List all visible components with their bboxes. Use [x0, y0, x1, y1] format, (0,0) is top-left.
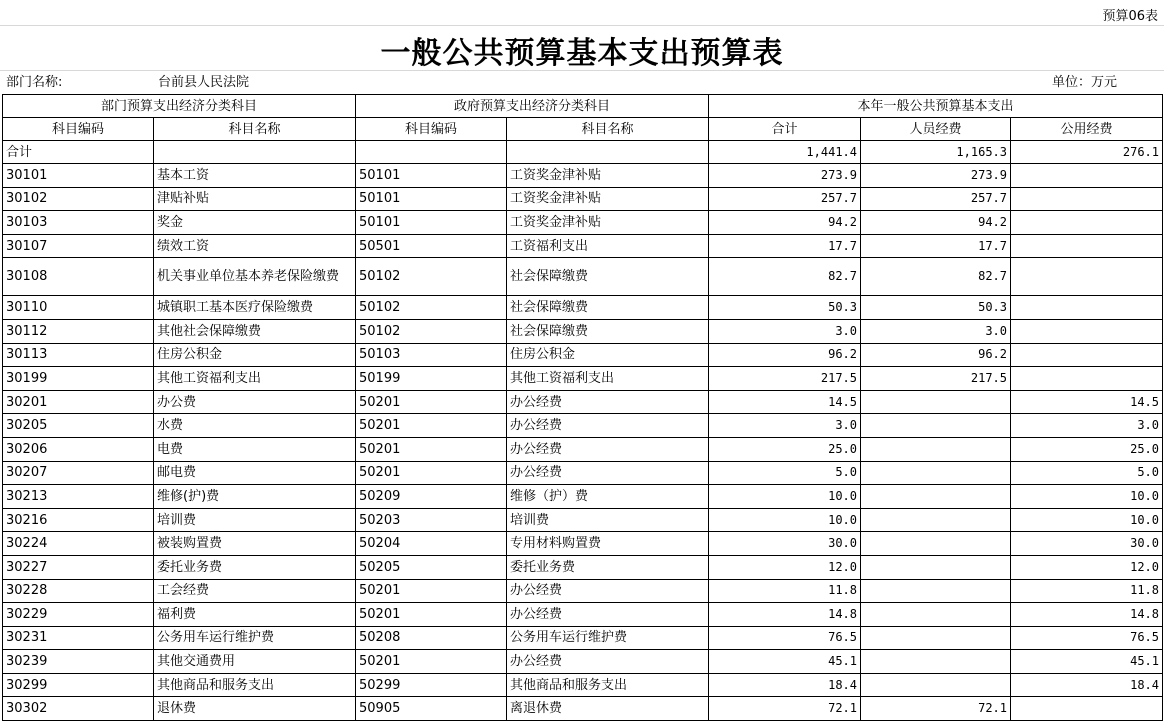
table-row: [3, 390, 1163, 414]
gov-name-cell: 办公经费: [507, 650, 709, 674]
personnel-cell: [861, 650, 1011, 674]
name-cell: 机关事业单位基本养老保险缴费: [154, 258, 356, 296]
gov-code-cell: 50203: [356, 508, 507, 532]
name-cell: 培训费: [154, 508, 356, 532]
personnel-cell: 82.7: [861, 258, 1011, 296]
personnel-cell: [861, 485, 1011, 509]
gov-code-cell: 50101: [356, 164, 507, 188]
name-cell: 其他商品和服务支出: [154, 673, 356, 697]
table-row: [3, 234, 1163, 258]
public-cell: 18.4: [1011, 673, 1163, 697]
code-cell: 30108: [3, 258, 154, 296]
total-cell: 94.2: [709, 211, 861, 235]
code-cell: 30229: [3, 603, 154, 627]
code-cell: 30224: [3, 532, 154, 556]
gov-code-cell: 50208: [356, 626, 507, 650]
total-cell: 25.0: [709, 437, 861, 461]
public-cell: 76.5: [1011, 626, 1163, 650]
public-cell: 10.0: [1011, 508, 1163, 532]
table-row: [3, 579, 1163, 603]
gov-code-cell: 50103: [356, 343, 507, 367]
gov-code-cell: 50201: [356, 579, 507, 603]
total-cell: 30.0: [709, 532, 861, 556]
public-cell: 5.0: [1011, 461, 1163, 485]
name-cell: 其他社会保障缴费: [154, 319, 356, 343]
budget-table: [2, 94, 1163, 721]
personnel-cell: 273.9: [861, 164, 1011, 188]
gov-name-cell: 维修（护）费: [507, 485, 709, 509]
public-cell: [1011, 187, 1163, 211]
public-cell: 11.8: [1011, 579, 1163, 603]
gov-code-cell: 50101: [356, 211, 507, 235]
total-cell: 72.1: [709, 697, 861, 721]
personnel-cell: [861, 437, 1011, 461]
name-cell: 绩效工资: [154, 234, 356, 258]
personnel-cell: [861, 555, 1011, 579]
personnel-cell: 72.1: [861, 697, 1011, 721]
cell: [507, 141, 709, 164]
public-cell: 12.0: [1011, 555, 1163, 579]
public-cell: [1011, 319, 1163, 343]
gov-code-cell: 50201: [356, 603, 507, 627]
total-cell: 18.4: [709, 673, 861, 697]
gov-name-cell: 其他商品和服务支出: [507, 673, 709, 697]
name-cell: 住房公积金: [154, 343, 356, 367]
name-cell: 基本工资: [154, 164, 356, 188]
total-cell: 82.7: [709, 258, 861, 296]
gov-code-cell: 50201: [356, 650, 507, 674]
public-cell: 3.0: [1011, 414, 1163, 438]
cell: [154, 141, 356, 164]
total-cell: 14.8: [709, 603, 861, 627]
table-row: [3, 414, 1163, 438]
gov-name-cell: 办公经费: [507, 437, 709, 461]
header-code: 科目编码: [3, 118, 154, 141]
header-basic-expenditure: 本年一般公共预算基本支出: [709, 95, 1163, 118]
gov-code-cell: 50102: [356, 258, 507, 296]
table-row: [3, 650, 1163, 674]
gov-name-cell: 委托业务费: [507, 555, 709, 579]
code-cell: 30299: [3, 673, 154, 697]
total-cell: 50.3: [709, 296, 861, 320]
code-cell: 30199: [3, 367, 154, 391]
table-row: [3, 258, 1163, 296]
gov-name-cell: 社会保障缴费: [507, 296, 709, 320]
gov-code-cell: 50102: [356, 296, 507, 320]
name-cell: 退休费: [154, 697, 356, 721]
table-row: [3, 211, 1163, 235]
code-cell: 30201: [3, 390, 154, 414]
name-cell: 水费: [154, 414, 356, 438]
form-number: 预算06表: [1102, 9, 1158, 24]
code-cell: 30102: [3, 187, 154, 211]
table-row: [3, 697, 1163, 721]
gov-code-cell: 50204: [356, 532, 507, 556]
code-cell: 30110: [3, 296, 154, 320]
personnel-cell: [861, 579, 1011, 603]
personnel-cell: [861, 626, 1011, 650]
public-cell: 45.1: [1011, 650, 1163, 674]
public-cell: [1011, 296, 1163, 320]
total-cell: 3.0: [709, 414, 861, 438]
header-group-row: [3, 95, 1163, 118]
table-row: [3, 319, 1163, 343]
total-amount: 1,441.4: [709, 141, 861, 164]
gov-name-cell: 离退休费: [507, 697, 709, 721]
total-cell: 14.5: [709, 390, 861, 414]
personnel-cell: 3.0: [861, 319, 1011, 343]
table-row: [3, 343, 1163, 367]
code-cell: 30227: [3, 555, 154, 579]
header-gov-category: 政府预算支出经济分类科目: [356, 95, 709, 118]
name-cell: 维修(护)费: [154, 485, 356, 509]
personnel-cell: [861, 390, 1011, 414]
personnel-cell: 94.2: [861, 211, 1011, 235]
public-cell: [1011, 164, 1163, 188]
name-cell: 办公费: [154, 390, 356, 414]
name-cell: 公务用车运行维护费: [154, 626, 356, 650]
table-row: [3, 603, 1163, 627]
table-row: [3, 187, 1163, 211]
public-cell: [1011, 211, 1163, 235]
gov-name-cell: 公务用车运行维护费: [507, 626, 709, 650]
code-cell: 30206: [3, 437, 154, 461]
gov-name-cell: 办公经费: [507, 579, 709, 603]
name-cell: 电费: [154, 437, 356, 461]
gov-code-cell: 50199: [356, 367, 507, 391]
header-name: 科目名称: [154, 118, 356, 141]
gov-code-cell: 50209: [356, 485, 507, 509]
code-cell: 30113: [3, 343, 154, 367]
table-row: [3, 367, 1163, 391]
gov-name-cell: 专用材料购置费: [507, 532, 709, 556]
table-row: [3, 626, 1163, 650]
gov-code-cell: 50905: [356, 697, 507, 721]
total-label: 合计: [3, 141, 154, 164]
code-cell: 30107: [3, 234, 154, 258]
name-cell: 邮电费: [154, 461, 356, 485]
name-cell: 被装购置费: [154, 532, 356, 556]
gov-code-cell: 50205: [356, 555, 507, 579]
code-cell: 30103: [3, 211, 154, 235]
gov-name-cell: 办公经费: [507, 414, 709, 438]
name-cell: 其他交通费用: [154, 650, 356, 674]
public-cell: 30.0: [1011, 532, 1163, 556]
header-gov-code: 科目编码: [356, 118, 507, 141]
page-title: 一般公共预算基本支出预算表: [380, 36, 784, 71]
public-cell: [1011, 258, 1163, 296]
personnel-cell: [861, 414, 1011, 438]
gov-code-cell: 50201: [356, 461, 507, 485]
total-cell: 76.5: [709, 626, 861, 650]
divider: [0, 25, 1164, 26]
gov-name-cell: 社会保障缴费: [507, 258, 709, 296]
gov-code-cell: 50201: [356, 390, 507, 414]
code-cell: 30228: [3, 579, 154, 603]
name-cell: 委托业务费: [154, 555, 356, 579]
gov-name-cell: 工资奖金津补贴: [507, 211, 709, 235]
personnel-cell: 257.7: [861, 187, 1011, 211]
code-cell: 30239: [3, 650, 154, 674]
personnel-cell: [861, 461, 1011, 485]
total-cell: 3.0: [709, 319, 861, 343]
header-total: 合计: [709, 118, 861, 141]
gov-name-cell: 住房公积金: [507, 343, 709, 367]
personnel-cell: 17.7: [861, 234, 1011, 258]
code-cell: 30207: [3, 461, 154, 485]
gov-code-cell: 50201: [356, 437, 507, 461]
total-cell: 12.0: [709, 555, 861, 579]
public-cell: [1011, 367, 1163, 391]
table-row: [3, 555, 1163, 579]
public-cell: 14.5: [1011, 390, 1163, 414]
gov-code-cell: 50102: [356, 319, 507, 343]
code-cell: 30205: [3, 414, 154, 438]
total-cell: 257.7: [709, 187, 861, 211]
total-cell: 217.5: [709, 367, 861, 391]
unit-label: 单位：万元: [1052, 75, 1118, 90]
gov-name-cell: 其他工资福利支出: [507, 367, 709, 391]
table-row: [3, 461, 1163, 485]
table-row: [3, 532, 1163, 556]
dept-label: 部门名称:: [6, 75, 63, 90]
total-cell: 96.2: [709, 343, 861, 367]
name-cell: 工会经费: [154, 579, 356, 603]
personnel-cell: [861, 603, 1011, 627]
gov-name-cell: 培训费: [507, 508, 709, 532]
public-cell: 14.8: [1011, 603, 1163, 627]
header-public: 公用经费: [1011, 118, 1163, 141]
public-cell: 25.0: [1011, 437, 1163, 461]
table-row: [3, 164, 1163, 188]
code-cell: 30213: [3, 485, 154, 509]
total-cell: 10.0: [709, 508, 861, 532]
total-cell: 5.0: [709, 461, 861, 485]
total-personnel: 1,165.3: [861, 141, 1011, 164]
dept-name: 台前县人民法院: [158, 75, 250, 90]
personnel-cell: [861, 532, 1011, 556]
total-cell: 11.8: [709, 579, 861, 603]
code-cell: 30101: [3, 164, 154, 188]
header-dept-category: 部门预算支出经济分类科目: [3, 95, 356, 118]
code-cell: 30231: [3, 626, 154, 650]
personnel-cell: 96.2: [861, 343, 1011, 367]
name-cell: 奖金: [154, 211, 356, 235]
code-cell: 30112: [3, 319, 154, 343]
gov-code-cell: 50501: [356, 234, 507, 258]
public-cell: [1011, 343, 1163, 367]
total-public: 276.1: [1011, 141, 1163, 164]
total-row: [3, 141, 1163, 164]
personnel-cell: 217.5: [861, 367, 1011, 391]
code-cell: 30302: [3, 697, 154, 721]
gov-name-cell: 工资福利支出: [507, 234, 709, 258]
table-row: [3, 508, 1163, 532]
gov-name-cell: 办公经费: [507, 390, 709, 414]
name-cell: 福利费: [154, 603, 356, 627]
header-personnel: 人员经费: [861, 118, 1011, 141]
gov-name-cell: 办公经费: [507, 603, 709, 627]
cell: [356, 141, 507, 164]
personnel-cell: [861, 508, 1011, 532]
name-cell: 城镇职工基本医疗保险缴费: [154, 296, 356, 320]
total-cell: 45.1: [709, 650, 861, 674]
total-cell: 17.7: [709, 234, 861, 258]
name-cell: 其他工资福利支出: [154, 367, 356, 391]
name-cell: 津贴补贴: [154, 187, 356, 211]
table-row: [3, 485, 1163, 509]
gov-name-cell: 办公经费: [507, 461, 709, 485]
gov-name-cell: 工资奖金津补贴: [507, 187, 709, 211]
gov-code-cell: 50201: [356, 414, 507, 438]
code-cell: 30216: [3, 508, 154, 532]
total-cell: 10.0: [709, 485, 861, 509]
personnel-cell: 50.3: [861, 296, 1011, 320]
gov-name-cell: 工资奖金津补贴: [507, 164, 709, 188]
public-cell: 10.0: [1011, 485, 1163, 509]
gov-code-cell: 50299: [356, 673, 507, 697]
gov-code-cell: 50101: [356, 187, 507, 211]
table-row: [3, 296, 1163, 320]
total-cell: 273.9: [709, 164, 861, 188]
public-cell: [1011, 697, 1163, 721]
personnel-cell: [861, 673, 1011, 697]
table-row: [3, 437, 1163, 461]
header-column-row: [3, 118, 1163, 141]
table-row: [3, 673, 1163, 697]
public-cell: [1011, 234, 1163, 258]
gov-name-cell: 社会保障缴费: [507, 319, 709, 343]
header-gov-name: 科目名称: [507, 118, 709, 141]
